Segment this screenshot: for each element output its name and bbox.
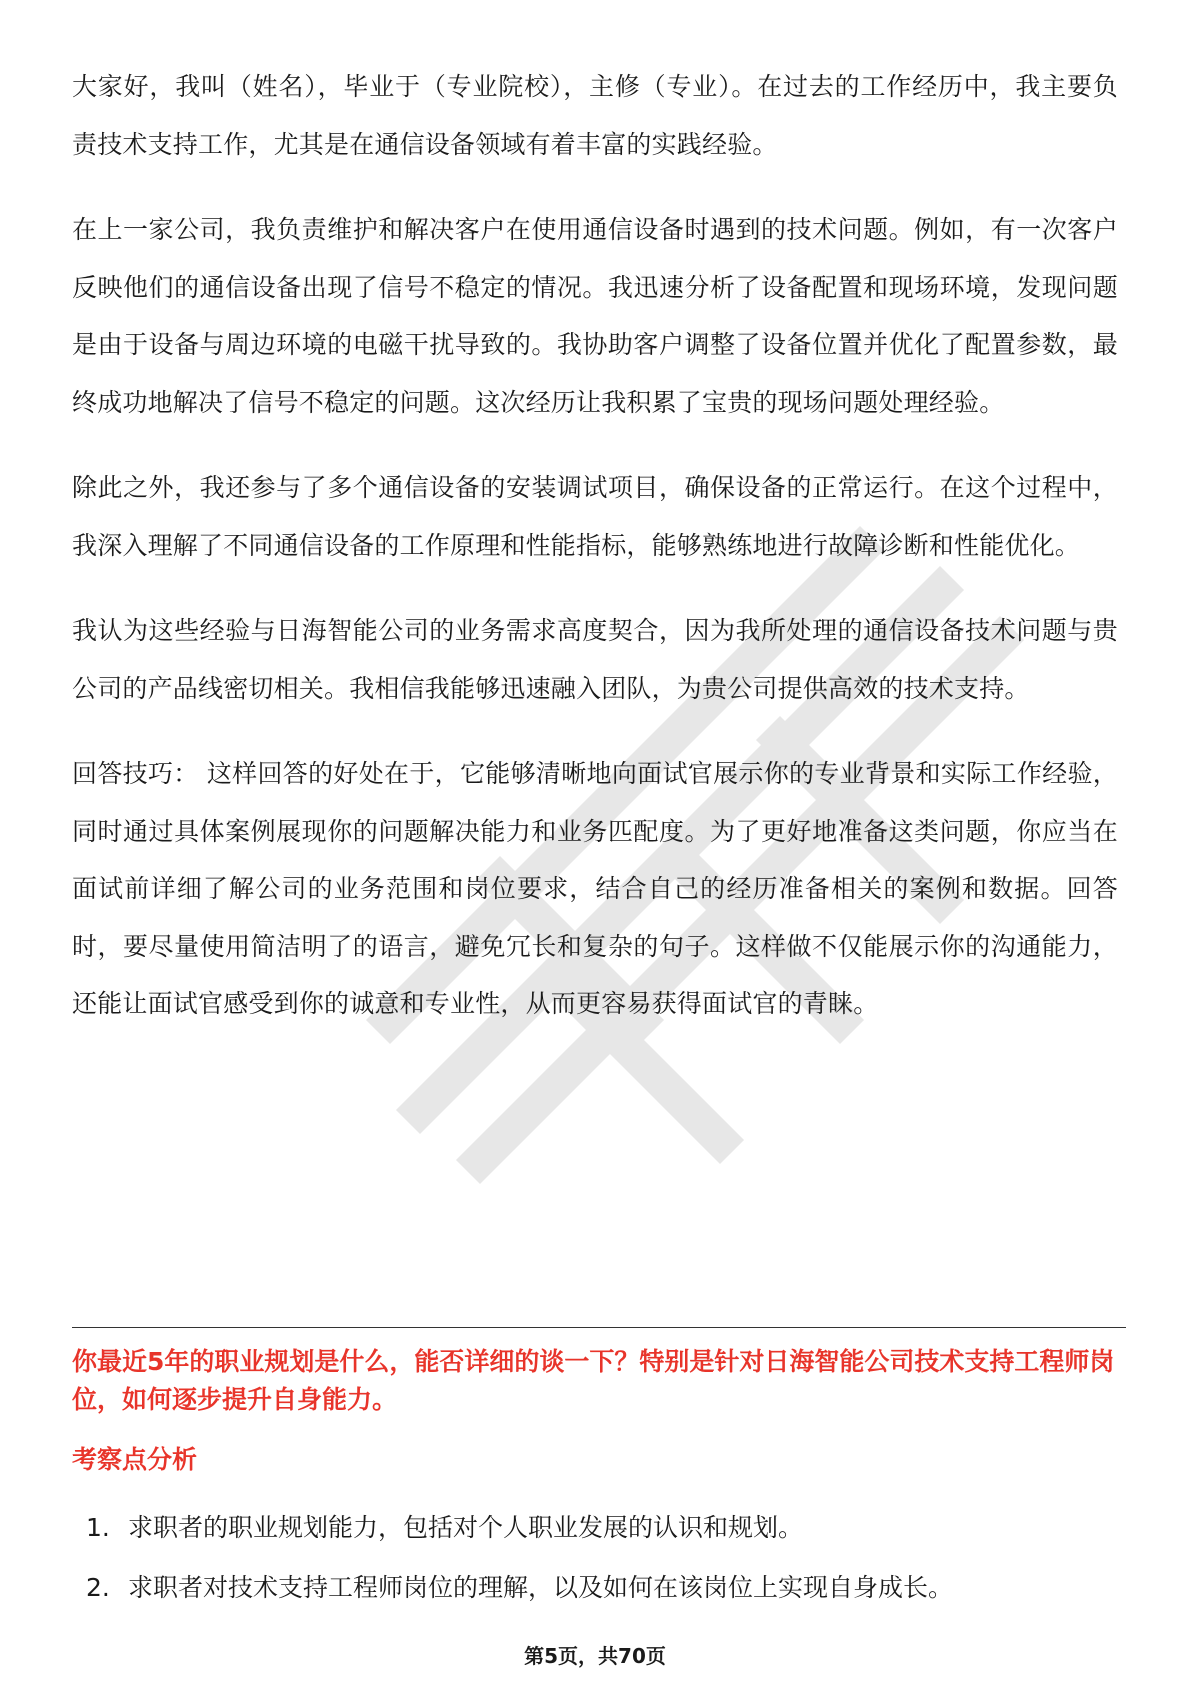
paragraph-fit: 我认为这些经验与日海智能公司的业务需求高度契合，因为我所处理的通信设备技术问题与贵公司的产品线密切相关。我相信我能够迅速融入团队，为贵公司提供高效的技术支持。 — [72, 616, 1118, 703]
page-footer: 第5页，共70页 — [524, 1644, 666, 1668]
paragraph-intro: 大家好，我叫（姓名），毕业于（专业院校），主修（专业）。在过去的工作经历中，我主要负责技术支持工作，尤其是在通信设备领域有着丰富的实践经验。 — [72, 72, 1118, 159]
paragraph-projects: 除此之外，我还参与了多个通信设备的安装调试项目，确保设备的正常运行。在这个过程中，我深入理解了不同通信设备的工作原理和性能指标，能够熟练地进行故障诊断和性能优化。 — [72, 473, 1118, 560]
analysis-title: 考察点分析 — [72, 1445, 198, 1474]
list-item-text: 求职者对技术支持工程师岗位的理解，以及如何在该岗位上实现自身成长。 — [128, 1573, 954, 1602]
list-item-text: 求职者的职业规划能力，包括对个人职业发展的认识和规划。 — [128, 1513, 804, 1542]
list-item-number: 1. — [86, 1513, 110, 1542]
interview-question: 你最近5年的职业规划是什么，能否详细的谈一下？特别是针对日海智能公司技术支持工程师岗位，如何逐步提升自身能力。 — [72, 1347, 1115, 1414]
section-divider — [72, 1327, 1126, 1328]
paragraph-experience: 在上一家公司，我负责维护和解决客户在使用通信设备时遇到的技术问题。例如，有一次客户反映他们的通信设备出现了信号不稳定的情况。我迅速分析了设备配置和现场环境，发现问题是由于设备与周边环境的电磁干扰导致的。我协助客户调整了设备位置并优化了配置参数，最终成功地解决了信号不稳定的问题。这次经历让我积累了宝贵的现场问题处理经验。 — [72, 215, 1118, 417]
list-item — [86, 1570, 1126, 1606]
list-item-number: 2. — [86, 1573, 110, 1602]
analysis-list — [86, 1510, 1126, 1630]
answer-body — [72, 58, 1118, 1061]
paragraph-tips: 回答技巧： 这样回答的好处在于，它能够清晰地向面试官展示你的专业背景和实际工作经验，同时通过具体案例展现你的问题解决能力和业务匹配度。为了更好地准备这类问题，你应当在面试前详细了解公司的业务范围和岗位要求，结合自己的经历准备相关的案例和数据。回答时，要尽量使用简洁明了的语言，避免冗长和复杂的句子。这样做不仅能展示你的沟通能力，还能让面试官感受到你的诚意和专业性，从而更容易获得面试官的青睐。 — [72, 759, 1118, 1018]
list-item — [86, 1510, 1126, 1546]
